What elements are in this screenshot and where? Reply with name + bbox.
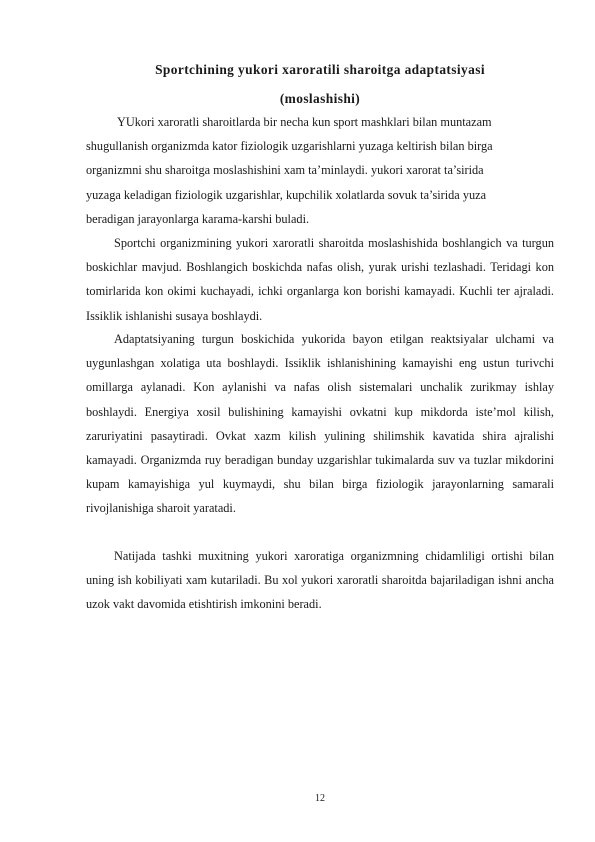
document-subtitle: (moslashishi) (279, 91, 361, 106)
body-paragraph-3: Natijada tashki muxitning yukori xaroratiga organizmning chidamliligi ortishi bilan uning ish kobiliyati xam kutariladi. Bu xol yukori xaroratli sharoitda bajariladigan ishni ancha uzok vakt davomida etishtirish imkonini beradi. (86, 549, 554, 612)
intro-line: organizmni shu sharoitga moslashishini xam ta’minlaydi. yukori xarorat ta’sirida (86, 163, 484, 178)
body-paragraph-2: Adaptatsiyaning turgun boskichida yukorida bayon etilgan reaktsiyalar ulchami va uygunlashgan xolatiga uta boshlaydi. Issiklik ishlanishining kamayishi eng ustun turivchi omillarga aylanadi. Kon aylanishi va nafas olish sistemalari unchalik zurikmay ishlay boshlaydi. Energiya xosil bulishining kamayishi ovkatni kup mikdorda iste’mol kilish, zaruriyatini pasaytiradi. Ovkat xazm kilish yulining shilimshik kavatida shira ajralishi kamayadi. Organizmda ruy beradigan bunday uzgarishlar tukimalarda suv va tuzlar mikdorini kupam kamayishiga yul kuymaydi, shu bilan birga fiziologik jarayonlarning samarali rivojlanishiga sharoit yaratadi. (86, 332, 554, 516)
intro-line: YUkori xaroratli sharoitlarda bir necha kun sport mashklari bilan muntazam (117, 115, 492, 129)
body-paragraph-1: Sportchi organizmining yukori xaroratli sharoitda moslashishida boshlangich va turgun boskichlar mavjud. Boshlangich boskichda nafas olish, yurak urishi tezlashadi. Teridagi kon tomirlarida kon okimi kuchayadi, ichki organlarga kon borishi kamayadi. Kuchli ter ajraladi. Issiklik ishlanishi susaya boshlaydi. (86, 236, 554, 323)
intro-line: shugullanish organizmda kator fiziologik uzgarishlarni yuzaga keltirish bilan birga (86, 139, 493, 154)
intro-paragraph (86, 110, 554, 231)
document-title: Sportchining yukori xaroratili sharoitga adaptatsiyasi (155, 62, 485, 77)
intro-line: yuzaga keladigan fiziologik uzgarishlar, kupchilik xolatlarda sovuk ta’sirida yuza (86, 187, 487, 202)
intro-line: beradigan jarayonlarga karama-karshi buladi. (86, 211, 310, 226)
page-number: 12 (315, 793, 325, 804)
